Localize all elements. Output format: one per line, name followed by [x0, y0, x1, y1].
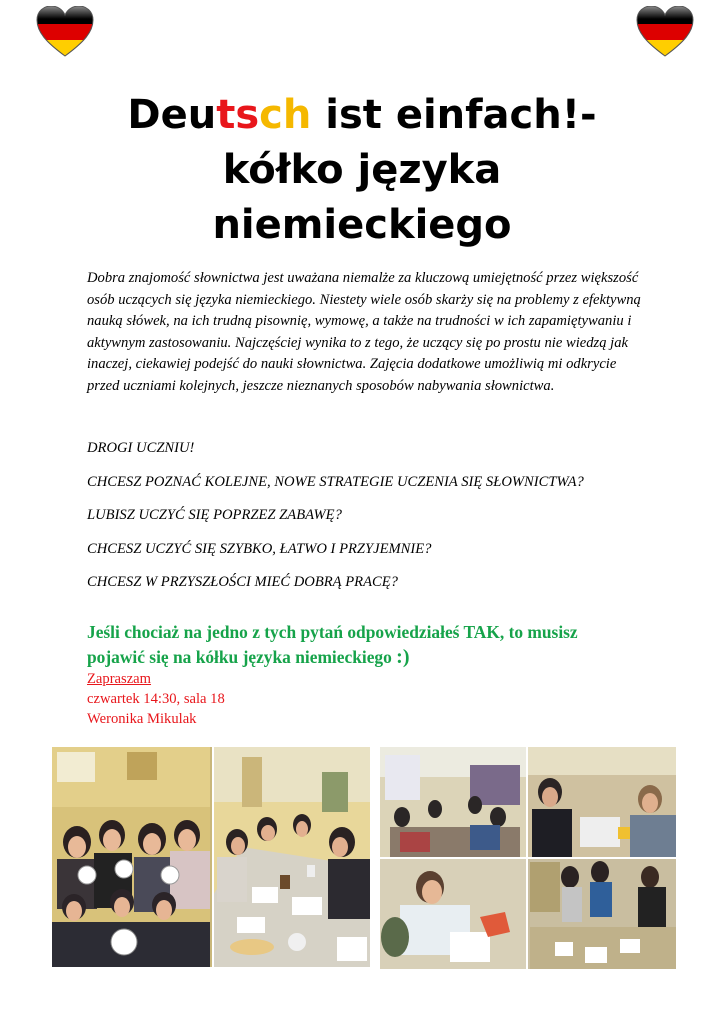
question-item: CHCESZ W PRZYSZŁOŚCI MIEĆ DOBRĄ PRACĘ? — [87, 574, 398, 591]
title-part-gold: ch — [259, 92, 312, 138]
photo-collage-right — [380, 747, 676, 969]
intro-paragraph: Dobra znajomość słownictwa jest uważana niemalże za kluczową umiejętność przez większość osób uczących się języka niemieckiego. Niestety wiele osób skarży się na problemy z efektywną nauką słówek, na ich trudną pisownię, wymowę, a także na trudności w ich zapamiętywaniu i aktywnym zastosowaniu. Najczęściej wynika to z tego, że uczący się po prostu nie wiedzą jak inaczej, ciekawiej podejść do nauki słownictwa. Zajęcia dodatkowe umożliwią mi odkrycie przed uczniami kolejnych, jeszcze nieznanych sposobów nabywania słownictwa. — [87, 270, 641, 394]
german-flag-heart-icon — [636, 6, 694, 58]
title-line-2: kółko języka — [222, 147, 502, 193]
title-rest: ist einfach!- — [311, 92, 597, 138]
page-title — [60, 88, 664, 253]
author-name: Weronika Mikulak — [87, 711, 197, 727]
greeting: DROGI UCZNIU! — [87, 440, 195, 456]
title-line-3: niemieckiego — [212, 202, 512, 248]
german-flag-heart-icon — [36, 6, 94, 58]
meeting-info — [87, 669, 225, 729]
meeting-time-place: czwartek 14:30, sala 18 — [87, 691, 225, 707]
question-item: LUBISZ UCZYĆ SIĘ POPRZEZ ZABAWĘ? — [87, 507, 342, 524]
cta-line-1: Jeśli chociaż na jedno z tych pytań odpowiedziałeś TAK, to musisz — [87, 622, 578, 642]
question-item: CHCESZ UCZYĆ SIĘ SZYBKO, ŁATWO I PRZYJEMNIE? — [87, 540, 432, 557]
smiley: :) — [396, 646, 410, 668]
photo-collage-left — [52, 747, 370, 967]
invite-link[interactable]: Zapraszam — [87, 671, 152, 687]
title-part-black: Deu — [127, 92, 217, 138]
question-item: CHCESZ POZNAĆ KOLEJNE, NOWE STRATEGIE UCZENIA SIĘ SŁOWNICTWA? — [87, 473, 584, 490]
cta-line-2: pojawić się na kółku języka niemieckiego — [87, 647, 397, 667]
question-list — [87, 439, 647, 607]
call-to-action — [87, 620, 657, 670]
title-part-red: ts — [216, 92, 260, 138]
